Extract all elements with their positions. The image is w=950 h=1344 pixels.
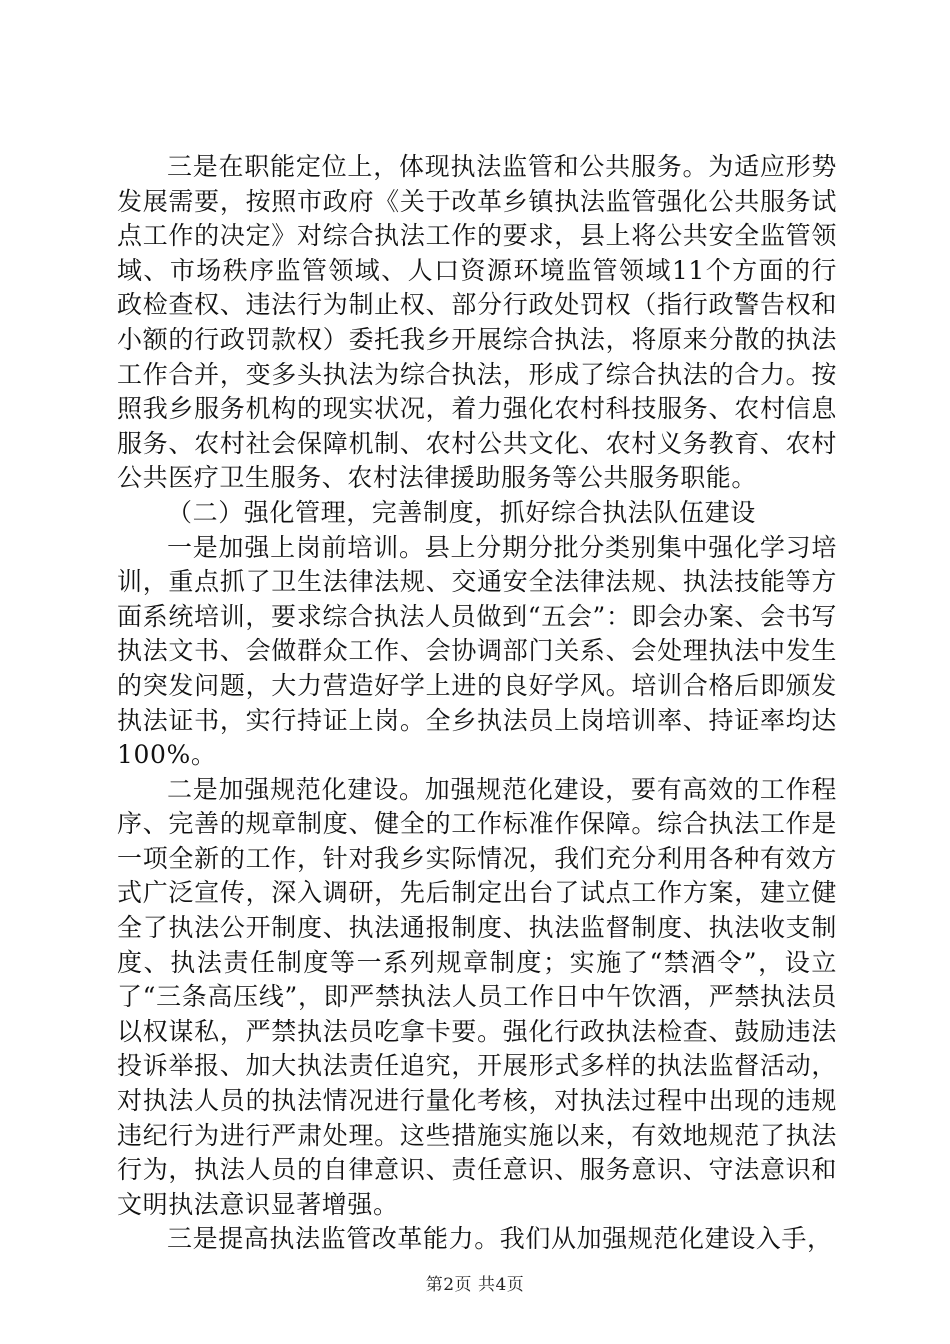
paragraph-function-positioning: 三是在职能定位上，体现执法监管和公共服务。为适应形势发展需要，按照市政府《关于改革乡镇执法监管强化公共服务试点工作的决定》对综合执法工作的要求，县上将公共安全监管领域、市场秩序监管领域、人口资源环境监管领域11个方面的行政检查权、违法行为制止权、部分行政处罚权（指行政警告权和小额的行政罚款权）委托我乡开展综合执法，将原来分散的执法工作合并，变多头执法为综合执法，形成了综合执法的合力。按照我乡服务机构的现实状况，着力强化农村科技服务、农村信息服务、农村社会保障机制、农村公共文化、农村义务教育、农村公共医疗卫生服务、农村法律援助服务等公共服务职能。: [117, 152, 837, 493]
document-body: [117, 150, 837, 1257]
page-number-footer: 第2页 共4页: [425, 1275, 525, 1295]
paragraph-pre-job-training: 一是加强上岗前培训。县上分期分批分类别集中强化学习培训，重点抓了卫生法律法规、交通安全法律法规、执法技能等方面系统培训，要求综合执法人员做到“五会”：即会办案、会书写执法文书、会做群众工作、会协调部门关系、会处理执法中发生的突发问题，大力营造好学上进的良好学风。培训合格后即颁发执法证书，实行持证上岗。全乡执法员上岗培训率、持证率均达100%。: [117, 532, 837, 770]
section-heading-strengthen-management: （二）强化管理，完善制度，抓好综合执法队伍建设: [167, 497, 756, 527]
paragraph-reform-capability: 三是提高执法监管改革能力。我们从加强规范化建设入手，: [167, 1224, 833, 1254]
paragraph-standardization: 二是加强规范化建设。加强规范化建设，要有高效的工作程序、完善的规章制度、健全的工作标准作保障。综合执法工作是一项全新的工作，针对我乡实际情况，我们充分利用各种有效方式广泛宣传，深入调研，先后制定出台了试点工作方案，建立健全了执法公开制度、执法通报制度、执法监督制度、执法收支制度、执法责任制度等一系列规章制度；实施了“禁酒令”，设立了“三条高压线”，即严禁执法人员工作日中午饮酒，严禁执法员以权谋私，严禁执法员吃拿卡要。强化行政执法检查、鼓励违法投诉举报、加大执法责任追究，开展形式多样的执法监督活动，对执法人员的执法情况进行量化考核，对执法过程中出现的违规违纪行为进行严肃处理。这些措施实施以来，有效地规范了执法行为，执法人员的自律意识、责任意识、服务意识、守法意识和文明执法意识显著增强。: [117, 774, 837, 1219]
